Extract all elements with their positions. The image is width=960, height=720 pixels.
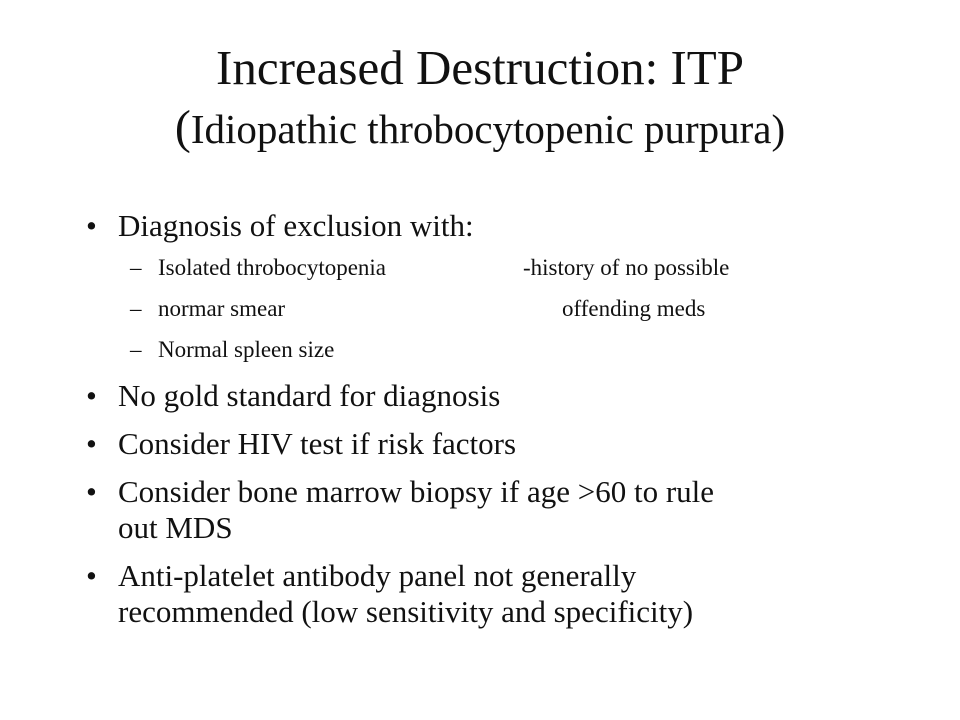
slide-title	[0, 38, 960, 159]
title-line-2-text: Idiopathic throbocytopenic purpura)	[190, 106, 786, 152]
bullet-dot: •	[86, 378, 97, 413]
sub-text: normar smear	[158, 296, 286, 321]
bullet-text-continued: out MDS	[118, 510, 233, 545]
bullet-dot: •	[86, 558, 97, 593]
bullet-text: Anti-platelet antibody panel not generally	[118, 558, 637, 593]
bullet-text: Diagnosis of exclusion with:	[118, 208, 474, 243]
sub-text: Isolated throbocytopenia	[158, 255, 387, 280]
sub-dash: –	[130, 337, 142, 362]
sub-item	[86, 336, 886, 364]
sub-note: offending meds	[562, 296, 706, 321]
bullet-item	[86, 208, 886, 244]
bullet-dot: •	[86, 208, 97, 243]
bullet-item	[86, 378, 886, 414]
bullet-item	[86, 558, 886, 630]
bullet-item	[86, 426, 886, 462]
sub-item	[86, 254, 886, 282]
sub-item	[86, 295, 886, 323]
slide-body	[86, 208, 886, 630]
bullet-dot: •	[86, 426, 97, 461]
sub-text: Normal spleen size	[158, 337, 335, 362]
sub-dash: –	[130, 296, 142, 321]
bullet-dot: •	[86, 474, 97, 509]
sub-dash: –	[130, 255, 142, 280]
bullet-item	[86, 474, 886, 546]
bullet-text: Consider bone marrow biopsy if age >60 to rule	[118, 474, 715, 509]
sub-note: -history of no possible	[523, 255, 730, 280]
bullet-text: Consider HIV test if risk factors	[118, 426, 517, 461]
title-line-2	[0, 98, 960, 159]
bullet-text: No gold standard for diagnosis	[118, 378, 501, 413]
title-line-1: Increased Destruction: ITP	[216, 40, 744, 95]
title-paren: (	[174, 101, 191, 154]
bullet-text-continued: recommended (low sensitivity and specificity)	[118, 594, 694, 629]
